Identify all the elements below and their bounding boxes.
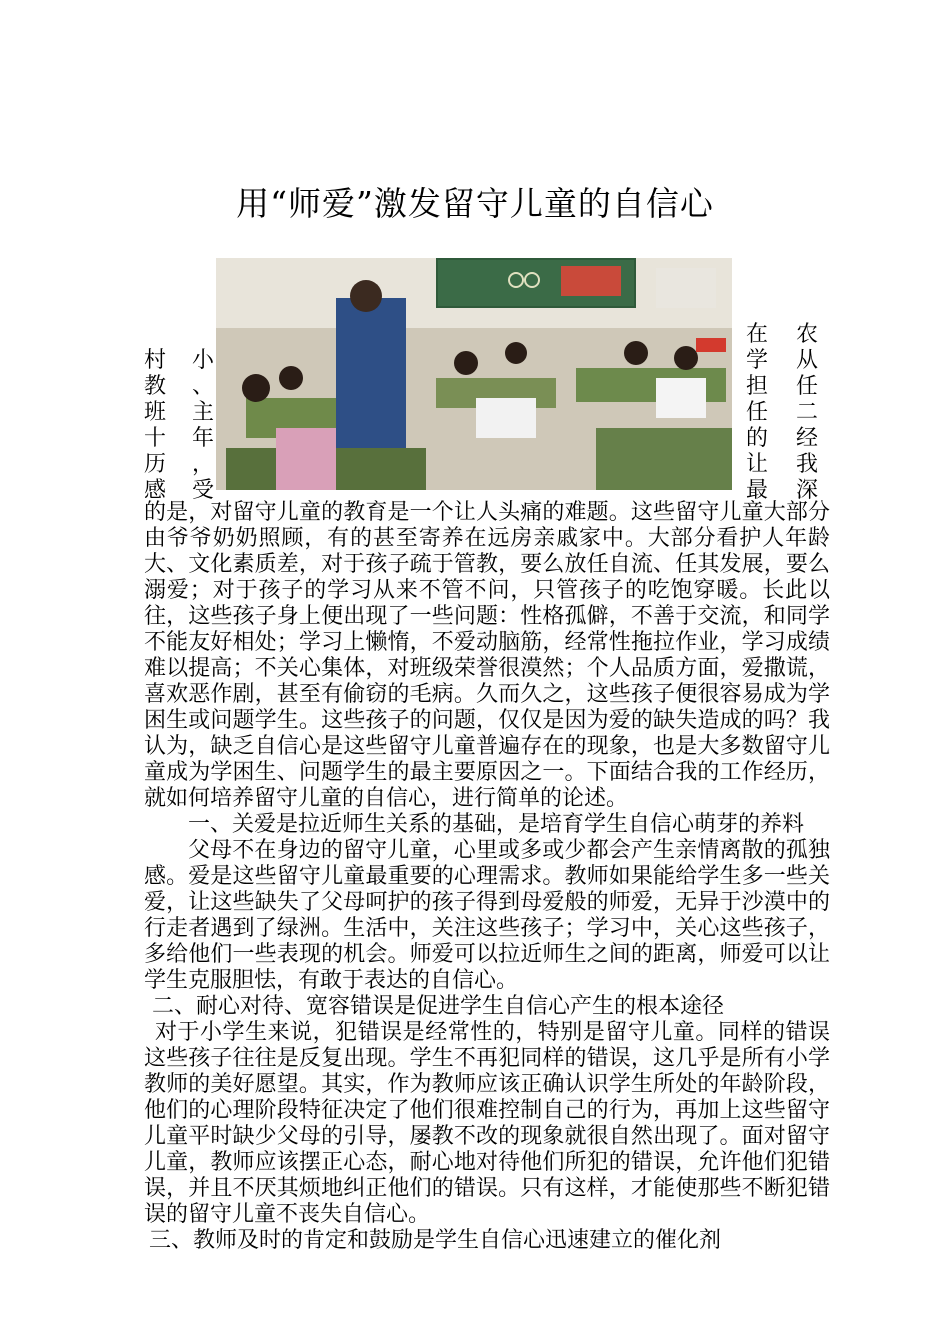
wrap-right-line: 任 二: [746, 400, 818, 425]
wrap-right-column: [746, 322, 818, 504]
wrap-left-line: 班 主: [144, 400, 214, 425]
wrap-left-line: 村 小: [144, 348, 214, 373]
article-body: [144, 500, 830, 1254]
wrap-left-line: 历 ，: [144, 452, 214, 477]
wrap-right-line: 让 我: [746, 452, 818, 477]
wrap-left-line: 十 年: [144, 426, 214, 451]
section-heading-2: 二、耐心对待、宽容错误是促进学生自信心产生的根本途径: [152, 994, 725, 1019]
section-paragraph-1: 父母不在身边的留守儿童，心里或多或少都会产生亲情离散的孤独感。爱是这些留守儿童最重要的心理需求。教师如果能给学生多一些关爱，让这些缺失了父母呵护的孩子得到母爱般的师爱，无异于沙漠中的行走者遇到了绿洲。生活中，关注这些孩子；学习中，关心这些孩子，多给他们一些表现的机会。师爱可以拉近师生之间的距离，师爱可以让学生克服胆怯，有敢于表达的自信心。: [144, 838, 830, 993]
wrap-left-line: 感 受: [144, 478, 214, 503]
section-heading-3: 三、教师及时的肯定和鼓励是学生自信心迅速建立的催化剂: [149, 1228, 722, 1253]
section-paragraph-2: 对于小学生来说，犯错误是经常性的，特别是留守儿童。同样的错误这些孩子往往是反复出现。学生不再犯同样的错误，这几乎是所有小学教师的美好愿望。其实，作为教师应该正确认识学生所处的年龄阶段，他们的心理阶段特征决定了他们很难控制自己的行为，再加上这些留守儿童平时缺少父母的引导，屡教不改的现象就很自然出现了。面对留守儿童，教师应该摆正心态，耐心地对待他们所犯的错误，允许他们犯错误，并且不厌其烦地纠正他们的错误。只有这样，才能使那些不断犯错误的留守儿童不丧失自信心。: [144, 1020, 830, 1227]
wrap-left-line: 教 、: [144, 374, 214, 399]
wrap-left-column: [144, 348, 214, 504]
intro-paragraph: 的是，对留守儿童的教育是一个让人头痛的难题。这些留守儿童大部分由爷爷奶奶照顾，有的甚至寄养在远房亲戚家中。大部分看护人年龄大、文化素质差，对于孩子疏于管教，要么放任自流、任其发展，要么溺爱；对于孩子的学习从来不管不问，只管孩子的吃饱穿暖。长此以往，这些孩子身上便出现了一些问题：性格孤僻，不善于交流，和同学不能友好相处；学习上懒惰，不爱动脑筋，经常性拖拉作业，学习成绩难以提高；不关心集体，对班级荣誉很漠然；个人品质方面，爱撒谎，喜欢恶作剧，甚至有偷窃的毛病。久而久之，这些孩子便很容易成为学困生或问题学生。这些孩子的问题，仅仅是因为爱的缺失造成的吗？我认为，缺乏自信心是这些留守儿童普遍存在的现象，也是大多数留守儿童成为学困生、问题学生的最主要原因之一。下面结合我的工作经历，就如何培养留守儿童的自信心，进行简单的论述。: [144, 500, 830, 811]
document-title: 用“师爱”激发留守儿童的自信心: [236, 184, 714, 223]
wrap-right-line: 学 从: [746, 348, 818, 373]
wrap-right-line: 最 深: [746, 478, 818, 503]
classroom-photo: [216, 258, 732, 490]
wrap-right-line: 担 任: [746, 374, 818, 399]
wrap-right-line: 在 农: [746, 322, 818, 347]
wrap-right-line: 的 经: [746, 426, 818, 451]
section-heading-1: 一、关爱是拉近师生关系的基础，是培育学生自信心萌芽的养料: [188, 812, 805, 837]
classroom-photo-illustration: [216, 258, 732, 490]
